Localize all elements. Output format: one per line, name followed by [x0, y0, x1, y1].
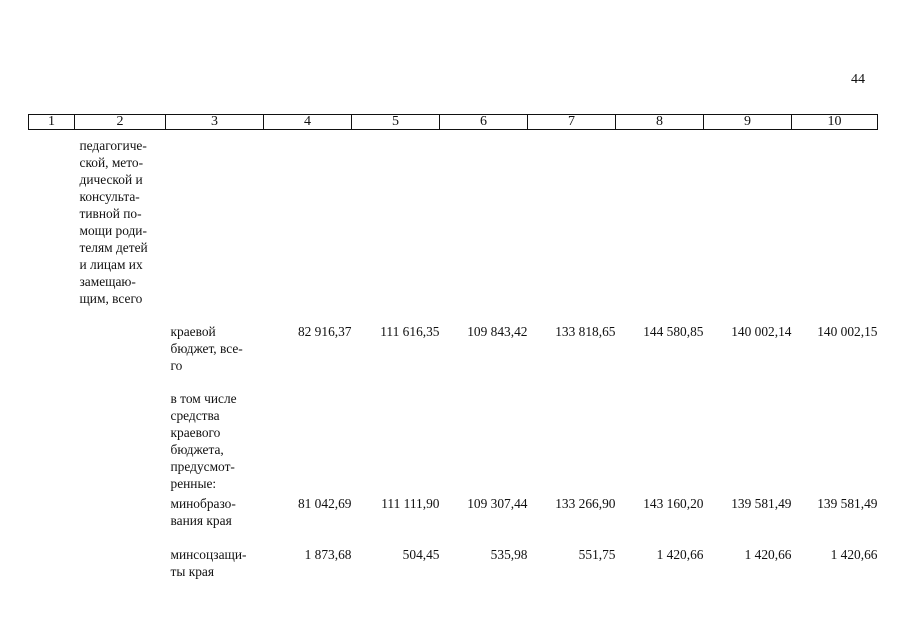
- table-row: [29, 312, 878, 378]
- column-number-header: 4: [264, 115, 352, 130]
- amount-cell: [704, 130, 792, 312]
- amount-cell: [704, 378, 792, 493]
- column-number-header: 1: [29, 115, 75, 130]
- amount-cell: 1 873,68: [304, 546, 352, 562]
- amount-cell: 139 581,49: [731, 495, 792, 511]
- amount-cell: 82 916,37: [297, 323, 352, 339]
- amount-cell: 111 111,90: [381, 495, 440, 511]
- row-index-cell: [29, 312, 75, 378]
- table-row: [29, 378, 878, 493]
- program-description-cell: [75, 312, 166, 378]
- amount-cell: [792, 130, 878, 312]
- amount-cell: 551,75: [578, 546, 616, 562]
- amount-cell: [528, 130, 616, 312]
- funding-source-cell: минсоцзащи- ты края: [170, 546, 247, 579]
- column-number-header: 2: [75, 115, 166, 130]
- amount-cell: [352, 130, 440, 312]
- page-number: 44: [851, 72, 865, 87]
- program-description-cell: [75, 543, 166, 583]
- amount-cell: [264, 130, 352, 312]
- amount-cell: [616, 378, 704, 493]
- column-number-header: 6: [440, 115, 528, 130]
- amount-cell: [352, 378, 440, 493]
- program-description-cell: педагогиче- ской, мето- дической и консульта- тивной по- мощи роди- телям детей и лицам их замещаю- щим, всего: [79, 138, 148, 306]
- amount-cell: 140 002,15: [817, 323, 878, 339]
- amount-cell: [792, 378, 878, 493]
- budget-table: [28, 114, 878, 583]
- funding-source-cell: [166, 130, 264, 312]
- amount-cell: 109 843,42: [467, 323, 528, 339]
- amount-cell: 1 420,66: [744, 546, 792, 562]
- column-number-header: 3: [166, 115, 264, 130]
- amount-cell: 144 580,85: [643, 323, 704, 339]
- amount-cell: 504,45: [402, 546, 440, 562]
- table-row: [29, 543, 878, 583]
- amount-cell: 133 266,90: [555, 495, 616, 511]
- amount-cell: 140 002,14: [731, 323, 792, 339]
- funding-source-cell: минобразо- вания края: [170, 495, 236, 528]
- amount-cell: 111 616,35: [380, 323, 440, 339]
- amount-cell: [440, 378, 528, 493]
- amount-cell: 1 420,66: [830, 546, 878, 562]
- column-number-row: [29, 115, 878, 130]
- column-number-header: 5: [352, 115, 440, 130]
- row-index-cell: [29, 378, 75, 493]
- row-index-cell: [29, 493, 75, 543]
- funding-source-cell: краевой бюджет, все- го: [170, 323, 243, 373]
- amount-cell: 81 042,69: [297, 495, 352, 511]
- row-index-cell: [29, 543, 75, 583]
- amount-cell: 1 420,66: [656, 546, 704, 562]
- amount-cell: 139 581,49: [817, 495, 878, 511]
- amount-cell: 109 307,44: [467, 495, 528, 511]
- table-row: [29, 130, 878, 312]
- column-number-header: 9: [704, 115, 792, 130]
- amount-cell: [264, 378, 352, 493]
- amount-cell: 133 818,65: [555, 323, 616, 339]
- row-index-cell: [29, 130, 75, 312]
- column-number-header: 10: [792, 115, 878, 130]
- column-number-header: 7: [528, 115, 616, 130]
- column-number-header: 8: [616, 115, 704, 130]
- amount-cell: [440, 130, 528, 312]
- amount-cell: [616, 130, 704, 312]
- amount-cell: [528, 378, 616, 493]
- table-row: [29, 493, 878, 543]
- table-body: [29, 130, 878, 583]
- amount-cell: 143 160,20: [643, 495, 704, 511]
- program-description-cell: [75, 378, 166, 493]
- funding-source-cell: в том числе средства краевого бюджета, предусмот- ренные:: [170, 390, 237, 491]
- program-description-cell: [75, 493, 166, 543]
- amount-cell: 535,98: [490, 546, 528, 562]
